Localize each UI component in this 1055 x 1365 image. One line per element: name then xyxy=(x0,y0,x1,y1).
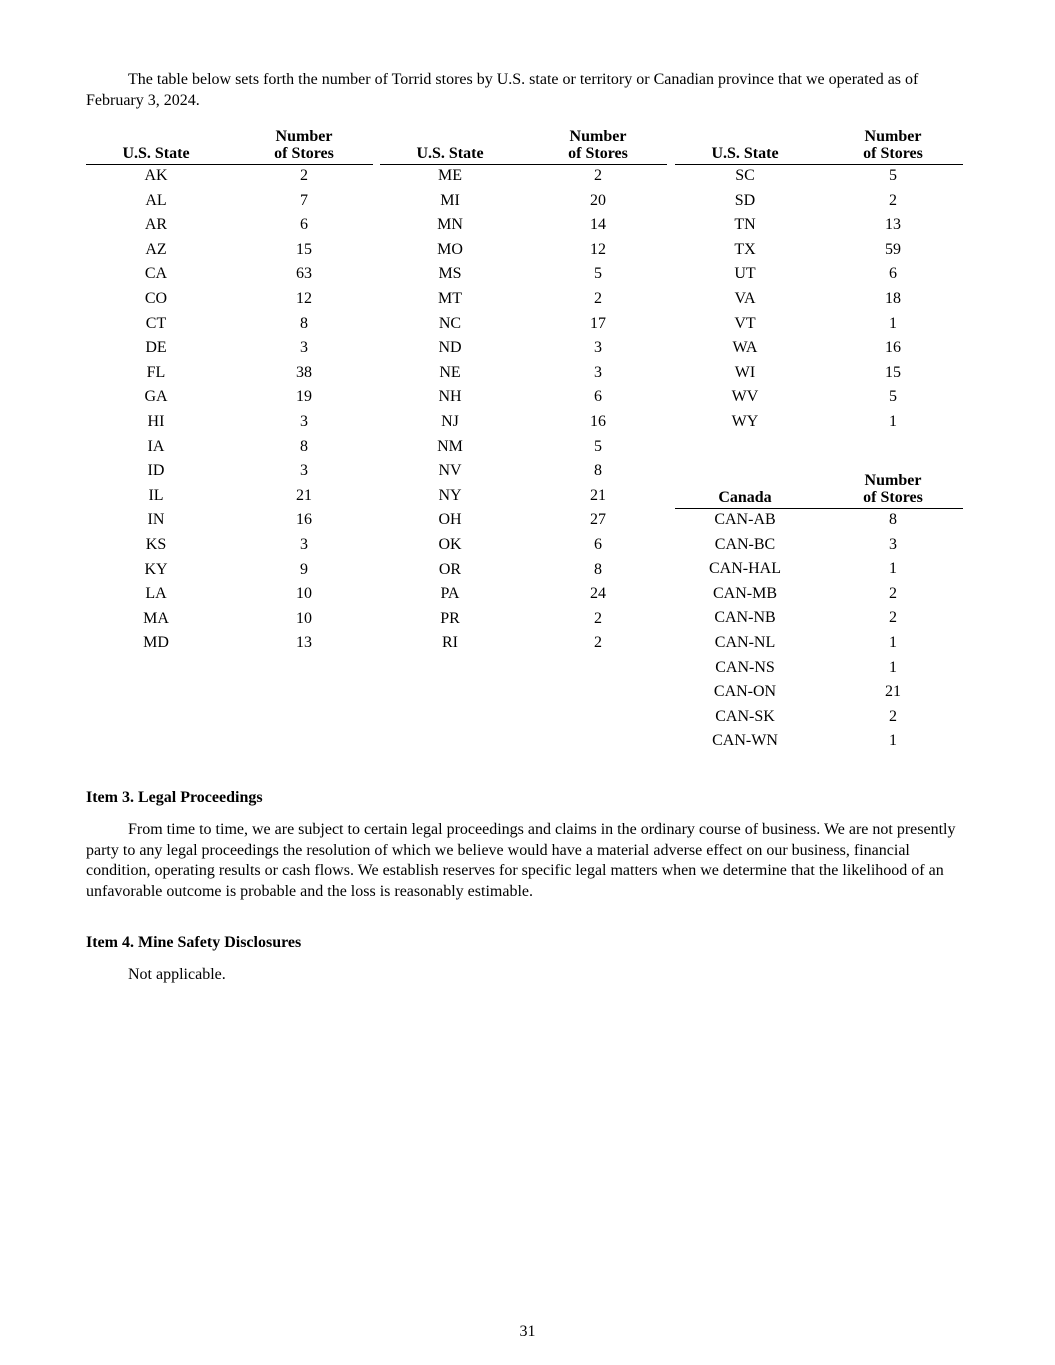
state-code: MN xyxy=(437,216,463,234)
header-number xyxy=(234,128,374,162)
state-code: SD xyxy=(734,191,756,209)
table-row xyxy=(86,385,374,410)
store-count: 2 xyxy=(889,609,897,627)
table-row xyxy=(675,533,963,558)
table-row xyxy=(675,582,963,607)
table-row xyxy=(380,607,668,632)
store-count: 15 xyxy=(885,363,901,381)
header-canada: Canada xyxy=(718,489,772,506)
item4-heading: Item 4. Mine Safety Disclosures xyxy=(86,934,302,951)
table-row xyxy=(675,557,963,582)
state-code: CAN-NS xyxy=(715,658,775,676)
state-code: WY xyxy=(731,413,759,430)
table-row xyxy=(380,435,668,460)
state-code: CAN-SK xyxy=(715,707,775,725)
item3-heading: Item 3. Legal Proceedings xyxy=(86,789,263,806)
header-state: U.S. State xyxy=(122,145,190,162)
store-count: 10 xyxy=(296,585,312,603)
table-row xyxy=(380,459,668,484)
table-row xyxy=(380,189,668,214)
store-count: 2 xyxy=(889,707,897,725)
table-row xyxy=(86,533,374,558)
state-code: NE xyxy=(439,363,461,381)
store-count: 21 xyxy=(296,486,312,504)
store-count: 18 xyxy=(885,290,901,307)
state-code: NY xyxy=(438,486,462,504)
page-number: 31 xyxy=(519,1323,536,1340)
store-count: 10 xyxy=(296,609,312,627)
store-count: 38 xyxy=(296,363,312,381)
table-row xyxy=(380,508,668,533)
store-count: 6 xyxy=(889,265,897,283)
table-row xyxy=(86,582,374,607)
store-count: 8 xyxy=(300,437,308,455)
table-row xyxy=(675,336,963,361)
state-code: SC xyxy=(735,167,755,184)
header-state: U.S. State xyxy=(711,145,779,162)
table-row xyxy=(675,262,963,287)
table-row xyxy=(380,238,668,263)
table-row xyxy=(675,213,963,238)
table-row xyxy=(675,606,963,631)
store-count: 1 xyxy=(889,634,897,651)
state-code: NV xyxy=(438,462,462,480)
state-code: PR xyxy=(440,609,460,627)
header-number-line1: Number xyxy=(864,472,922,489)
table-row xyxy=(86,189,374,214)
state-code: HI xyxy=(147,413,165,430)
store-count: 8 xyxy=(594,560,602,578)
header-number-line1: Number xyxy=(569,128,627,145)
table-header-canada xyxy=(675,471,963,509)
header-number xyxy=(823,128,963,162)
table-header-group-3 xyxy=(675,127,963,165)
table-row xyxy=(380,361,668,386)
header-number-line2: of Stores xyxy=(863,489,923,506)
store-count: 2 xyxy=(594,290,602,307)
state-code: CO xyxy=(144,290,168,307)
state-code: CAN-BC xyxy=(714,535,776,553)
item4-body: Not applicable. xyxy=(128,966,226,983)
store-count: 15 xyxy=(296,240,312,258)
store-count: 12 xyxy=(590,240,606,258)
table-row xyxy=(675,680,963,705)
state-code: RI xyxy=(442,634,458,652)
store-count: 3 xyxy=(300,339,308,357)
store-count: 5 xyxy=(594,265,602,283)
table-row xyxy=(86,508,374,533)
table-row xyxy=(675,729,963,754)
item3-body: From time to time, we are subject to certain legal proceedings and claims in the ordinary course of business. We are not presently party to any legal proceedings the resolution of which we believe would have a material adverse effect on our business, financial condition, operating results or cash flows. We establish reserves for specific legal matters when we determine that the likelihood of an unfavorable outcome is probable and the loss is reasonably estimable. xyxy=(86,821,956,900)
table-row xyxy=(86,336,374,361)
table-row xyxy=(380,533,668,558)
store-count: 8 xyxy=(594,462,602,480)
store-count: 27 xyxy=(590,511,606,529)
store-count: 3 xyxy=(889,535,897,553)
table-header-group-1 xyxy=(86,127,373,165)
store-count: 3 xyxy=(300,413,308,430)
table-row xyxy=(86,262,374,287)
table-row xyxy=(380,410,668,435)
table-row xyxy=(675,385,963,410)
store-count: 59 xyxy=(885,240,901,258)
table-row xyxy=(380,558,668,583)
table-row xyxy=(380,631,668,656)
store-count: 1 xyxy=(889,413,897,430)
state-code: KY xyxy=(144,560,168,578)
store-count: 3 xyxy=(300,536,308,553)
state-code: DE xyxy=(145,339,167,357)
table-row xyxy=(675,656,963,681)
table-row xyxy=(675,508,963,533)
table-row xyxy=(675,189,963,214)
header-number-line1: Number xyxy=(864,128,922,145)
state-code: KS xyxy=(145,536,167,553)
table-row xyxy=(86,607,374,632)
store-count: 8 xyxy=(889,511,897,528)
header-number-line1: Number xyxy=(275,128,333,145)
store-count: 8 xyxy=(300,314,308,332)
table-row xyxy=(86,435,374,460)
table-row xyxy=(380,164,668,189)
state-code: TN xyxy=(734,216,756,234)
store-count: 6 xyxy=(300,216,308,234)
store-count: 3 xyxy=(594,339,602,357)
store-count: 5 xyxy=(889,388,897,406)
table-row xyxy=(380,287,668,312)
table-row xyxy=(675,164,963,189)
state-code: IN xyxy=(147,511,165,529)
table-row xyxy=(675,238,963,263)
store-count: 9 xyxy=(300,560,308,578)
store-count: 20 xyxy=(590,191,606,209)
state-code: AL xyxy=(145,191,167,209)
table-row xyxy=(86,631,374,656)
store-count: 3 xyxy=(300,462,308,480)
state-code: CAN-MB xyxy=(712,584,777,602)
store-count: 16 xyxy=(885,339,901,357)
state-code: AK xyxy=(144,167,168,184)
state-code: AZ xyxy=(145,240,167,258)
state-code: CAN-WN xyxy=(712,732,778,750)
state-code: VA xyxy=(734,290,756,307)
state-code: WV xyxy=(731,388,759,406)
state-code: WI xyxy=(734,363,756,381)
store-count: 2 xyxy=(300,167,308,184)
store-count: 14 xyxy=(590,216,606,234)
state-code: MD xyxy=(143,634,169,652)
store-count: 1 xyxy=(889,560,897,578)
table-row xyxy=(380,312,668,337)
table-row xyxy=(380,385,668,410)
intro-paragraph: The table below sets forth the number of Torrid stores by U.S. state or territory or Canadian province that we operated as of February 3, 2024. xyxy=(86,71,919,109)
table-row xyxy=(380,336,668,361)
state-code: NC xyxy=(438,314,462,332)
store-count: 2 xyxy=(594,609,602,627)
table-row xyxy=(675,631,963,656)
state-code: CAN-AB xyxy=(714,511,776,528)
header-state: U.S. State xyxy=(416,145,484,162)
state-code: PA xyxy=(440,585,460,603)
state-code: MA xyxy=(143,609,169,627)
state-code: MO xyxy=(437,240,463,258)
header-number xyxy=(823,472,963,506)
table-row xyxy=(86,558,374,583)
state-code: ME xyxy=(438,167,462,184)
header-number-line2: of Stores xyxy=(863,145,923,162)
store-count: 6 xyxy=(594,536,602,553)
state-code: CT xyxy=(145,314,167,332)
state-code: NH xyxy=(438,388,462,406)
table-row xyxy=(380,213,668,238)
state-code: CAN-HAL xyxy=(709,560,781,578)
store-count: 12 xyxy=(296,290,312,307)
state-code: AR xyxy=(144,216,168,234)
store-count: 2 xyxy=(594,167,602,184)
state-code: OK xyxy=(438,536,462,553)
header-number xyxy=(528,128,668,162)
table-row xyxy=(86,312,374,337)
store-count: 21 xyxy=(590,486,606,504)
store-count: 2 xyxy=(889,584,897,602)
store-count: 5 xyxy=(889,167,897,184)
state-code: TX xyxy=(734,240,756,258)
store-count: 5 xyxy=(594,437,602,455)
state-code: GA xyxy=(144,388,168,406)
table-row xyxy=(86,213,374,238)
table-row xyxy=(86,164,374,189)
store-count: 2 xyxy=(594,634,602,652)
table-row xyxy=(86,287,374,312)
table-row xyxy=(675,705,963,730)
store-count: 16 xyxy=(590,413,606,430)
state-code: MT xyxy=(438,290,462,307)
state-code: NJ xyxy=(441,413,459,430)
store-count: 1 xyxy=(889,732,897,750)
state-code: OH xyxy=(438,511,462,529)
state-code: CAN-ON xyxy=(713,683,777,701)
state-code: IL xyxy=(148,486,164,504)
table-row xyxy=(86,410,374,435)
state-code: ND xyxy=(438,339,462,357)
header-number-line2: of Stores xyxy=(568,145,628,162)
table-row xyxy=(675,312,963,337)
store-count: 13 xyxy=(296,634,312,652)
state-code: NM xyxy=(437,437,463,455)
state-code: WA xyxy=(732,339,758,357)
state-code: CAN-NB xyxy=(714,609,776,627)
state-code: MS xyxy=(438,265,462,283)
store-count: 21 xyxy=(885,683,901,701)
store-count: 6 xyxy=(594,388,602,406)
store-count: 63 xyxy=(296,265,312,283)
table-row xyxy=(86,361,374,386)
table-row xyxy=(675,287,963,312)
header-number-line2: of Stores xyxy=(274,145,334,162)
store-count: 13 xyxy=(885,216,901,234)
table-row xyxy=(86,459,374,484)
state-code: ID xyxy=(147,462,165,480)
store-count: 3 xyxy=(594,363,602,381)
state-code: MI xyxy=(440,191,460,209)
table-row xyxy=(380,582,668,607)
store-count: 2 xyxy=(889,191,897,209)
store-count: 16 xyxy=(296,511,312,529)
state-code: FL xyxy=(146,363,166,381)
table-row xyxy=(675,410,963,435)
table-row xyxy=(86,484,374,509)
store-count: 17 xyxy=(590,314,606,332)
store-count: 1 xyxy=(889,314,897,332)
state-code: UT xyxy=(734,265,756,283)
store-count: 7 xyxy=(300,191,308,209)
table-header-group-2 xyxy=(380,127,667,165)
table-row xyxy=(675,361,963,386)
state-code: OR xyxy=(438,560,462,578)
table-row xyxy=(380,262,668,287)
state-code: CA xyxy=(144,265,168,283)
store-count: 1 xyxy=(889,658,897,676)
store-count: 19 xyxy=(296,388,312,406)
state-code: VT xyxy=(734,314,756,332)
state-code: IA xyxy=(147,437,165,455)
state-code: CAN-NL xyxy=(714,634,776,651)
store-count: 24 xyxy=(590,585,606,603)
table-row xyxy=(380,484,668,509)
state-code: LA xyxy=(145,585,167,603)
table-row xyxy=(86,238,374,263)
